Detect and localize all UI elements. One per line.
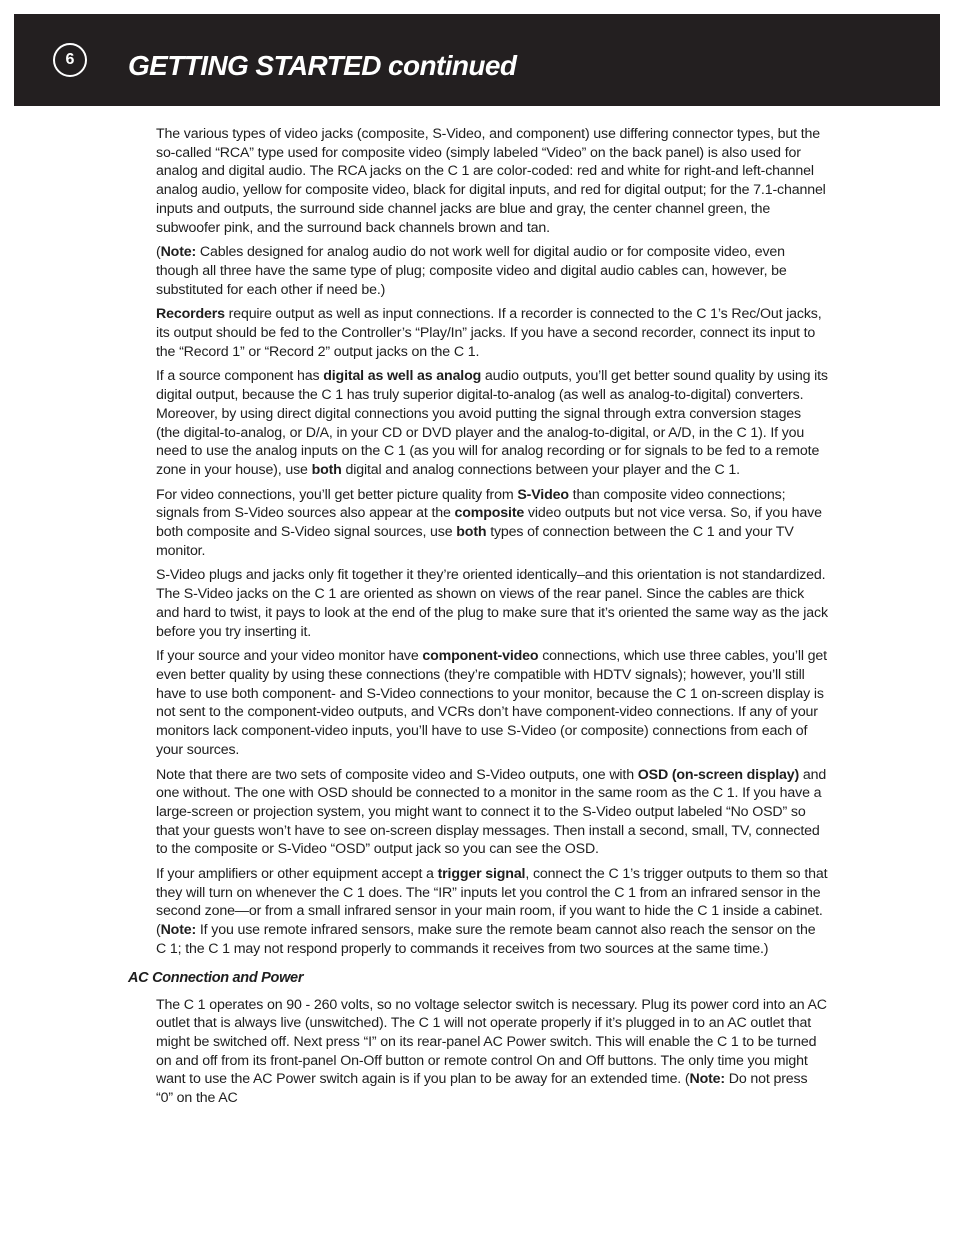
text-run: S-Video plugs and jacks only fit together it they’re oriented identically–and this orientation is not standardized. The S-Video jacks on the C 1 are oriented as shown on views of the rear panel. Since the cables are thick and hard to twist, it pays to look at the end of the plug to make sure that it’s oriented the same way as the jack before you try inserting it. [156,567,828,640]
bold-text: Note: [160,922,197,939]
text-run: connections, which use three cables, you’ll get even better quality by using these connections (they’re compatible with HDTV signals); however, you’ll still have to use both component- and S-Video connections to your monitor, because the C 1 on-screen display is not sent to the component-video outputs, and VCRs don’t have component-video connections. If any of your monitors lack component-video inputs, you’ll have to use S-Video (or composite) connections from each of your sources. [156,648,827,758]
body-paragraph [156,305,828,361]
text-run: video outputs but not vice versa. So, if you have both composite and S-Video signal sources, use [156,505,822,541]
text-run: The C 1 operates on 90 - 260 volts, so no voltage selector switch is necessary. Plug its power cord into an AC outlet that is always live (unswitched). The C 1 will not operate properly if it’s plugged in to an AC outlet that might be switched off. Next press “I” on its rear-panel AC Power switch. This will enable the C 1 to be turned on and off from its front-panel On-Off button or remote control On and Off buttons. The only time you might want to use the AC Power switch again is if you plan to be away for an extended time. ( [156,996,827,1088]
page-title: GETTING STARTED continued [128,50,517,81]
text-run: require output as well as input connections. If a recorder is connected to the C 1’s Rec/Out jacks, its output should be fed to the Controller’s “Play/In” jacks. If you have a second recorder, connect its input to the “Record 1” or “Record 2” output jacks on the C 1. [156,306,822,360]
body-content [128,125,828,1114]
text-run: types of connection between the C 1 and your TV monitor. [156,524,794,559]
text-run: audio outputs, you’ll get better sound quality by using its digital output, because the C 1 has truly superior digital-to-analog (as well as analog-to-digital) converters. Moreover, by using direct digital connections you avoid putting the signal through extra conversion stages (the digital-to-analog, or D/A, in your CD or DVD player and the analog-to-digital, or A/D, in the C 1). If you need to use the analog inputs on the C 1 (as you will for analog recording or for signals to be fed to a remote zone in your house), use [156,368,828,478]
text-run: The various types of video jacks (composite, S-Video, and component) use differing connector types, but the so-called “RCA” type used for composite video (simply labeled “Video” on the back panel) is also used for analog and digital audio. The RCA jacks on the C 1 are color-coded: red and white for right-and left-channel analog audio, yellow for composite video, black for digital inputs, and red for digital output; for the 7.1-channel inputs and outputs, the surround side channel jacks are blue and gray, the center channel green, the subwoofer pink, and the surround back channels brown and tan. [156,126,826,236]
bold-text: composite [454,505,525,522]
body-paragraph [156,486,828,561]
body-paragraph [156,647,828,759]
bold-text: both [456,524,487,541]
text-run: digital and analog connections between your player and the C 1. [341,461,740,478]
text-run: If you use remote infrared sensors, make sure the remote beam cannot also reach the sensor on the C 1; the C 1 may not respond properly to commands it receives from two sources at the same time.) [156,922,816,957]
text-run: Cables designed for analog audio do not work well for digital audio or for composite video, even though all three have the same type of plug; composite video and digital audio cables can, however, be substituted for each other if need be.) [156,244,787,298]
text-run: If your source and your video monitor have [156,648,423,665]
body-paragraph [156,243,828,299]
bold-text: Note: [689,1071,725,1088]
section-heading: AC Connection and Power [128,969,304,986]
bold-text: both [311,461,342,478]
text-run: ( [156,244,161,261]
body-paragraph [156,125,828,237]
page-number-badge: 6 [53,43,87,77]
body-paragraph [156,766,828,860]
text-run: than composite video connections; signals from S-Video sources also appear at the [156,486,786,522]
text-run: If your amplifiers or other equipment accept a [156,866,438,883]
bold-text: OSD (on-screen display) [637,766,800,783]
body-paragraph [156,566,828,641]
body-paragraph [156,865,828,959]
bold-text: trigger signal [437,866,526,883]
bold-text: component-video [422,648,539,665]
text-run: Do not press “0” on the AC [156,1071,808,1107]
body-paragraph [156,367,828,479]
section-paragraphs [156,996,828,1108]
text-run: and one without. The one with OSD should be connected to a monitor in the same room as the C 1. If you have a large-screen or projection system, you might want to connect it to the S-Video output labeled “No OSD” so that your guests won’t have to see on-screen display messages. Then install a second, small, TV, connected to the composite or S-Video “OSD” output jack so you can see the OSD. [156,766,827,858]
text-run: If a source component has [156,368,324,385]
main-paragraphs [156,125,828,959]
bold-text: digital as well as analog [323,368,482,385]
text-run: Note that there are two sets of composite video and S-Video outputs, one with [156,766,638,783]
bold-text: S-Video [517,486,569,503]
body-paragraph [156,996,828,1108]
bold-text: Recorders [156,306,225,323]
text-run: , connect the C 1’s trigger outputs to them so that they will turn on whenever the C 1 does. The “IR” inputs let you control the C 1 from an infrared sensor in the second zone—or from a small infrared sensor in your main room, if you want to hide the C 1 inside a cabinet. ( [156,866,828,939]
bold-text: Note: [160,244,197,261]
text-run: For video connections, you’ll get better picture quality from [156,486,518,503]
